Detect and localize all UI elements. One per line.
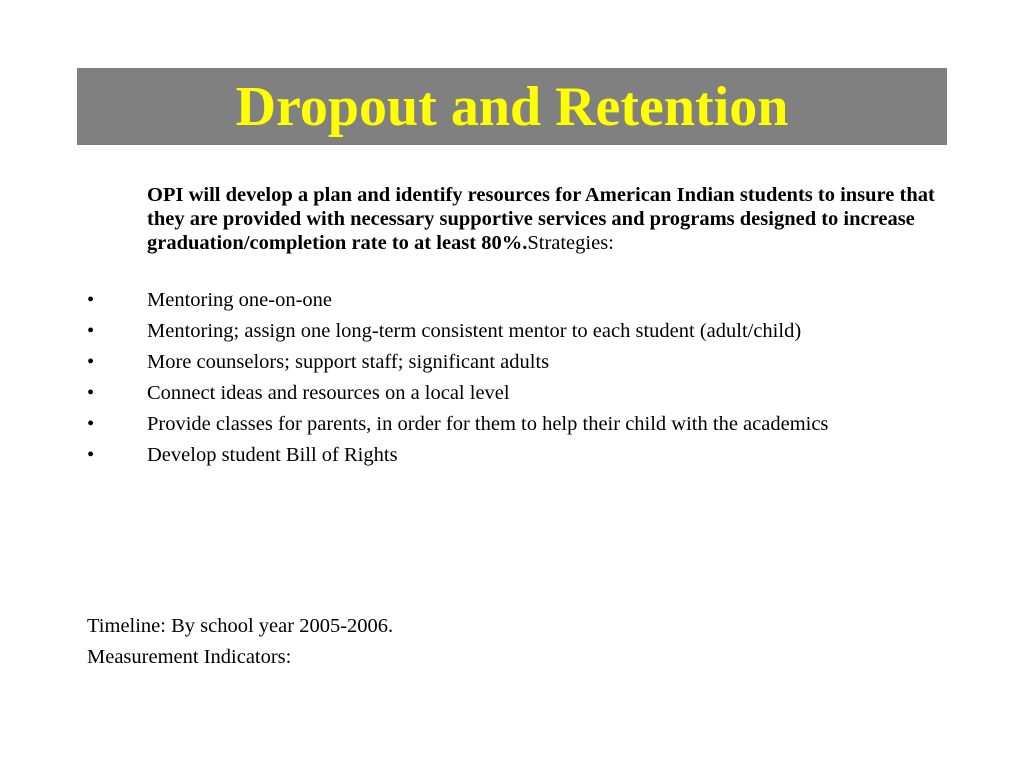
list-item-text: Mentoring; assign one long-term consistent mentor to each student (adult/child) <box>147 320 802 342</box>
list-item-text: Develop student Bill of Rights <box>147 444 398 466</box>
timeline-text: Timeline: By school year 2005-2006. <box>87 615 394 637</box>
list-item <box>87 443 947 467</box>
list-item <box>87 350 947 374</box>
list-item-text: More counselors; support staff; significant adults <box>147 351 550 373</box>
list-item <box>87 412 947 436</box>
list-item-text: Provide classes for parents, in order for them to help their child with the academics <box>147 413 829 435</box>
measurement-indicators-text: Measurement Indicators: <box>87 646 292 668</box>
intro-strategies-label: Strategies: <box>527 232 614 254</box>
list-item <box>87 288 947 312</box>
bullet-icon: • <box>87 382 95 404</box>
slide-title: Dropout and Retention <box>235 75 789 138</box>
bullet-icon: • <box>87 289 95 311</box>
list-item <box>87 319 947 343</box>
title-bar <box>77 68 947 145</box>
bullet-icon: • <box>87 351 95 373</box>
list-item-text: Mentoring one-on-one <box>147 289 333 311</box>
intro-paragraph <box>147 183 947 255</box>
bullet-icon: • <box>87 320 95 342</box>
strategy-list <box>87 288 947 474</box>
bullet-icon: • <box>87 444 95 466</box>
bullet-icon: • <box>87 413 95 435</box>
intro-goal-text: OPI will develop a plan and identify resources for American Indian students to insure that they are provided with necessary supportive services and programs designed to increase graduation/completion rate to at least 80%. <box>147 184 935 254</box>
list-item-text: Connect ideas and resources on a local level <box>147 382 510 404</box>
list-item <box>87 381 947 405</box>
